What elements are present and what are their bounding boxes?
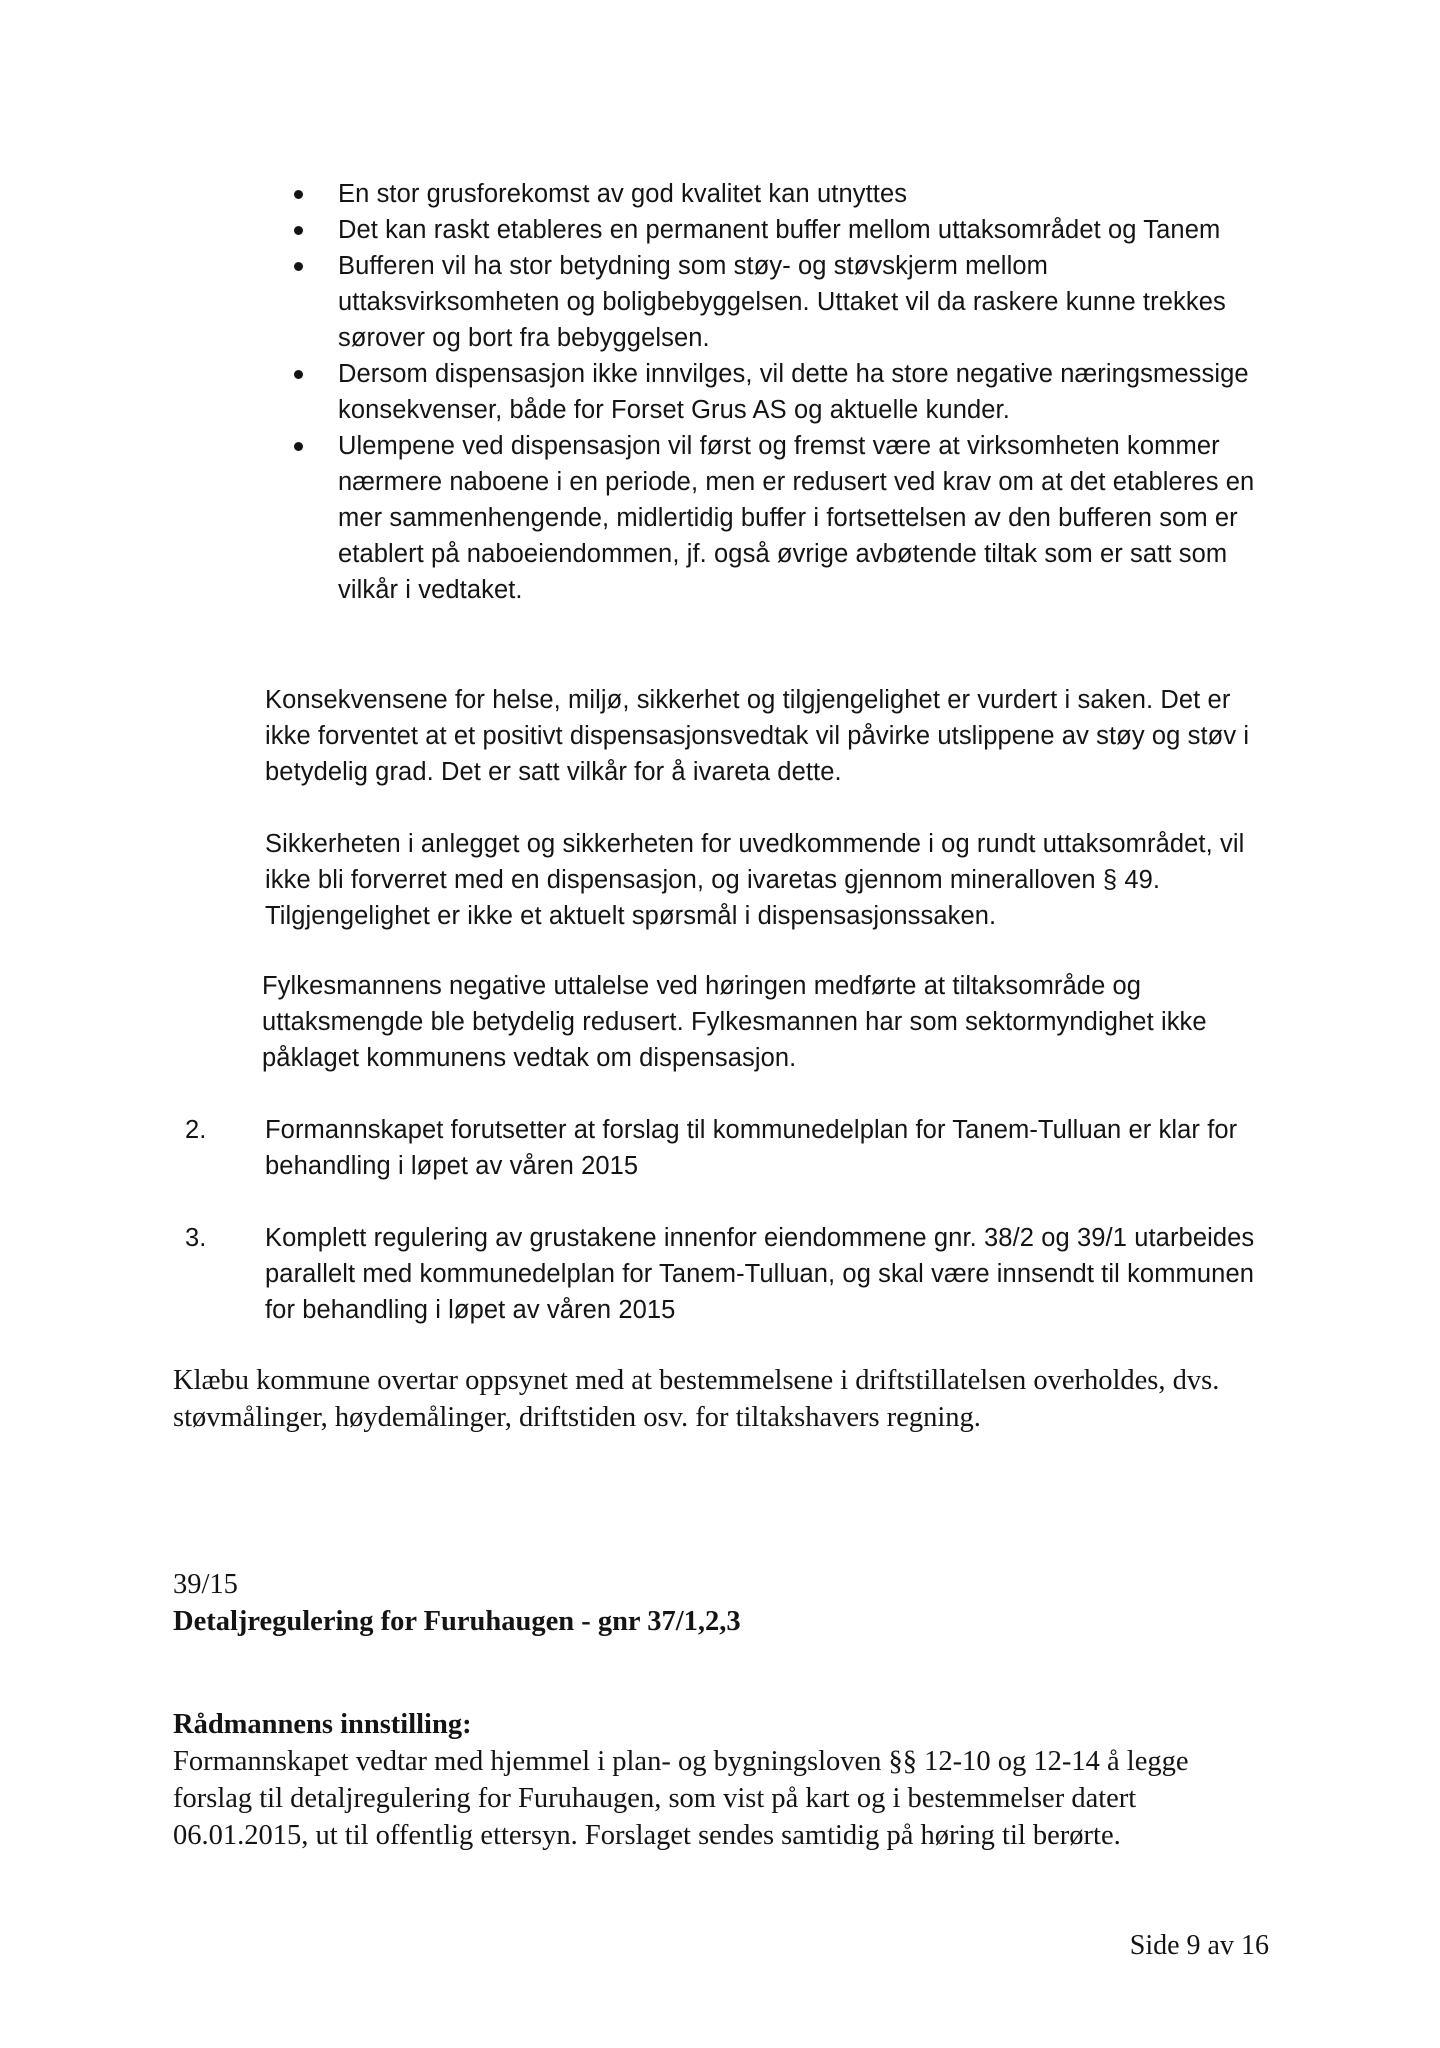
bullet-dot-icon xyxy=(294,262,303,271)
bullet-list xyxy=(290,176,1270,608)
recommendation-text: Formannskapet vedtar med hjemmel i plan- og bygningsloven §§ 12-10 og 12-14 å legge forslag til detaljregulering for Furuhaugen, som vist på kart og i bestemmelser datert 06.01.2015, ut til offentlig ettersyn. Forslaget sendes samtidig på høring til berørte. xyxy=(173,1746,1189,1851)
bullet-text: Det kan raskt etableres en permanent buffer mellom uttaksområdet og Tanem xyxy=(338,216,1221,244)
bullet-text: Ulempene ved dispensasjon vil først og fremst være at virksomheten kommer nærmere naboene i en periode, men er redusert ved krav om at det etableres en mer sammenhengende, midlertidig buffer i fortsettelsen av den bufferen som er etablert på naboeiendommen, jf. også øvrige avbøtende tiltak som er satt som vilkår i vedtaket. xyxy=(338,432,1255,604)
case-number: 39/15 xyxy=(173,1569,238,1600)
item-text: Formannskapet forutsetter at forslag til kommunedelplan for Tanem-Tulluan er klar for behandling i løpet av våren 2015 xyxy=(265,1116,1238,1180)
bullet-text: En stor grusforekomst av god kvalitet kan utnyttes xyxy=(338,180,908,208)
bullet-dot-icon xyxy=(294,190,303,199)
bullet-text: Bufferen vil ha stor betydning som støy- og støvskjerm mellom uttaksvirksomheten og boligbebyggelsen. Uttaket vil da raskere kunne trekkes sørover og bort fra bebyggelsen. xyxy=(338,252,1226,352)
bullet-dot-icon xyxy=(294,442,303,451)
bullet-item xyxy=(290,212,1270,248)
consequences-paragraph: Konsekvensene for helse, miljø, sikkerhet og tilgjengelighet er vurdert i saken. Det er ikke forventet at et positivt dispensasjonsvedtak vil påvirke utslippene av støy og støv i betydelig grad. Det er satt vilkår for å ivareta dette. xyxy=(265,686,1250,786)
recommendation-heading: Rådmannens innstilling: xyxy=(173,1709,472,1740)
safety-paragraph: Sikkerheten i anlegget og sikkerheten for uvedkommende i og rundt uttaksområdet, vil ikke bli forverret med en dispensasjon, og ivaretas gjennom mineralloven § 49. Tilgjengelighet er ikke et aktuelt spørsmål i dispensasjonssaken. xyxy=(265,830,1245,930)
item-number: 3. xyxy=(185,1224,207,1252)
supervision-paragraph: Klæbu kommune overtar oppsynet med at bestemmelsene i driftstillatelsen overholdes, dvs. støvmålinger, høydemålinger, driftstiden osv. for tiltakshavers regning. xyxy=(173,1365,1220,1433)
case-title: Detaljregulering for Furuhaugen - gnr 37/1,2,3 xyxy=(173,1606,741,1637)
bullet-item xyxy=(290,428,1270,608)
bullet-text: Dersom dispensasjon ikke innvilges, vil dette ha store negative næringsmessige konsekvenser, både for Forset Grus AS og aktuelle kunder. xyxy=(338,360,1249,424)
bullet-item xyxy=(290,176,1270,212)
bullet-dot-icon xyxy=(294,370,303,379)
bullet-item xyxy=(290,248,1270,356)
county-governor-paragraph: Fylkesmannens negative uttalelse ved høringen medførte at tiltaksområde og uttaksmengde ble betydelig redusert. Fylkesmannen har som sektormyndighet ikke påklaget kommunens vedtak om dispensasjon. xyxy=(262,972,1207,1072)
bullet-item xyxy=(290,356,1270,428)
item-text: Komplett regulering av grustakene innenfor eiendommene gnr. 38/2 og 39/1 utarbeides parallelt med kommunedelplan for Tanem-Tulluan, og skal være innsendt til kommunen for behandling i løpet av våren 2015 xyxy=(265,1224,1255,1324)
item-number: 2. xyxy=(185,1116,207,1144)
bullet-dot-icon xyxy=(294,226,303,235)
page-number: Side 9 av 16 xyxy=(1129,1930,1269,1961)
